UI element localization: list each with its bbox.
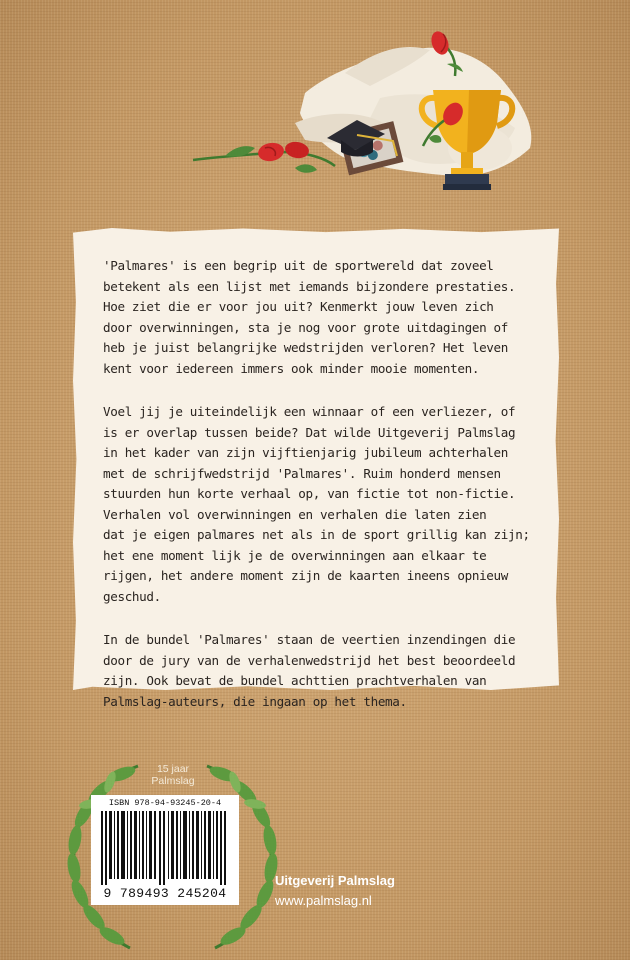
ean-digits: 9 789493 245204 xyxy=(103,886,227,901)
jubilee-line-2: Palmslag xyxy=(151,775,195,787)
jubilee-label xyxy=(118,763,228,787)
barcode-bars xyxy=(97,811,233,885)
isbn-barcode xyxy=(91,795,239,905)
blurb-paragraph: 'Palmares' is een begrip uit de sportwereld dat zoveel betekent als een lijst met iemands bijzondere prestaties. Hoe ziet die er voor jou uit? Kenmerkt jouw leven zich door overwinningen, sta je nog voor grote uitdagingen of heb je juist belangrijke wedstrijden verloren? Het leven kent voor iedereen immers ook minder mooie momenten. xyxy=(103,258,516,376)
blurb-paragraph: In de bundel 'Palmares' staan de veertien inzendingen die door de jury van de verhalenwedstrijd het best beoordeeld zijn. Ook bevat de bundel achttien prachtverhalen van Palmslag-auteurs, die ingaan op het thema. xyxy=(103,632,516,709)
jubilee-line-1: 15 jaar xyxy=(156,763,190,775)
isbn-number: ISBN 978-94-93245-20-4 xyxy=(108,798,222,808)
publisher-name: Uitgeverij Palmslag xyxy=(275,873,395,888)
trophy-illustration xyxy=(185,28,550,198)
blurb-paragraph: Voel jij je uiteindelijk een winnaar of een verliezer, of is er overlap tussen beide? Dat wilde Uitgeverij Palmslag in het kader van zijn vijftienjarig jubileum achterhalen met de schrijfwedstrijd 'Palmares'. Ruim honderd mensen stuurden hun korte verhaal op, van fictie tot non-fictie. Verhalen vol overwinningen en verhalen die laten zien dat je eigen palmares net als in de sport grillig kan zijn; het ene moment lijk je de overwinningen aan elkaar te rijgen, het andere moment zijn de kaarten ineens opnieuw geschud. xyxy=(103,404,530,604)
back-cover-blurb xyxy=(103,256,535,735)
publisher-website: www.palmslag.nl xyxy=(275,893,372,908)
